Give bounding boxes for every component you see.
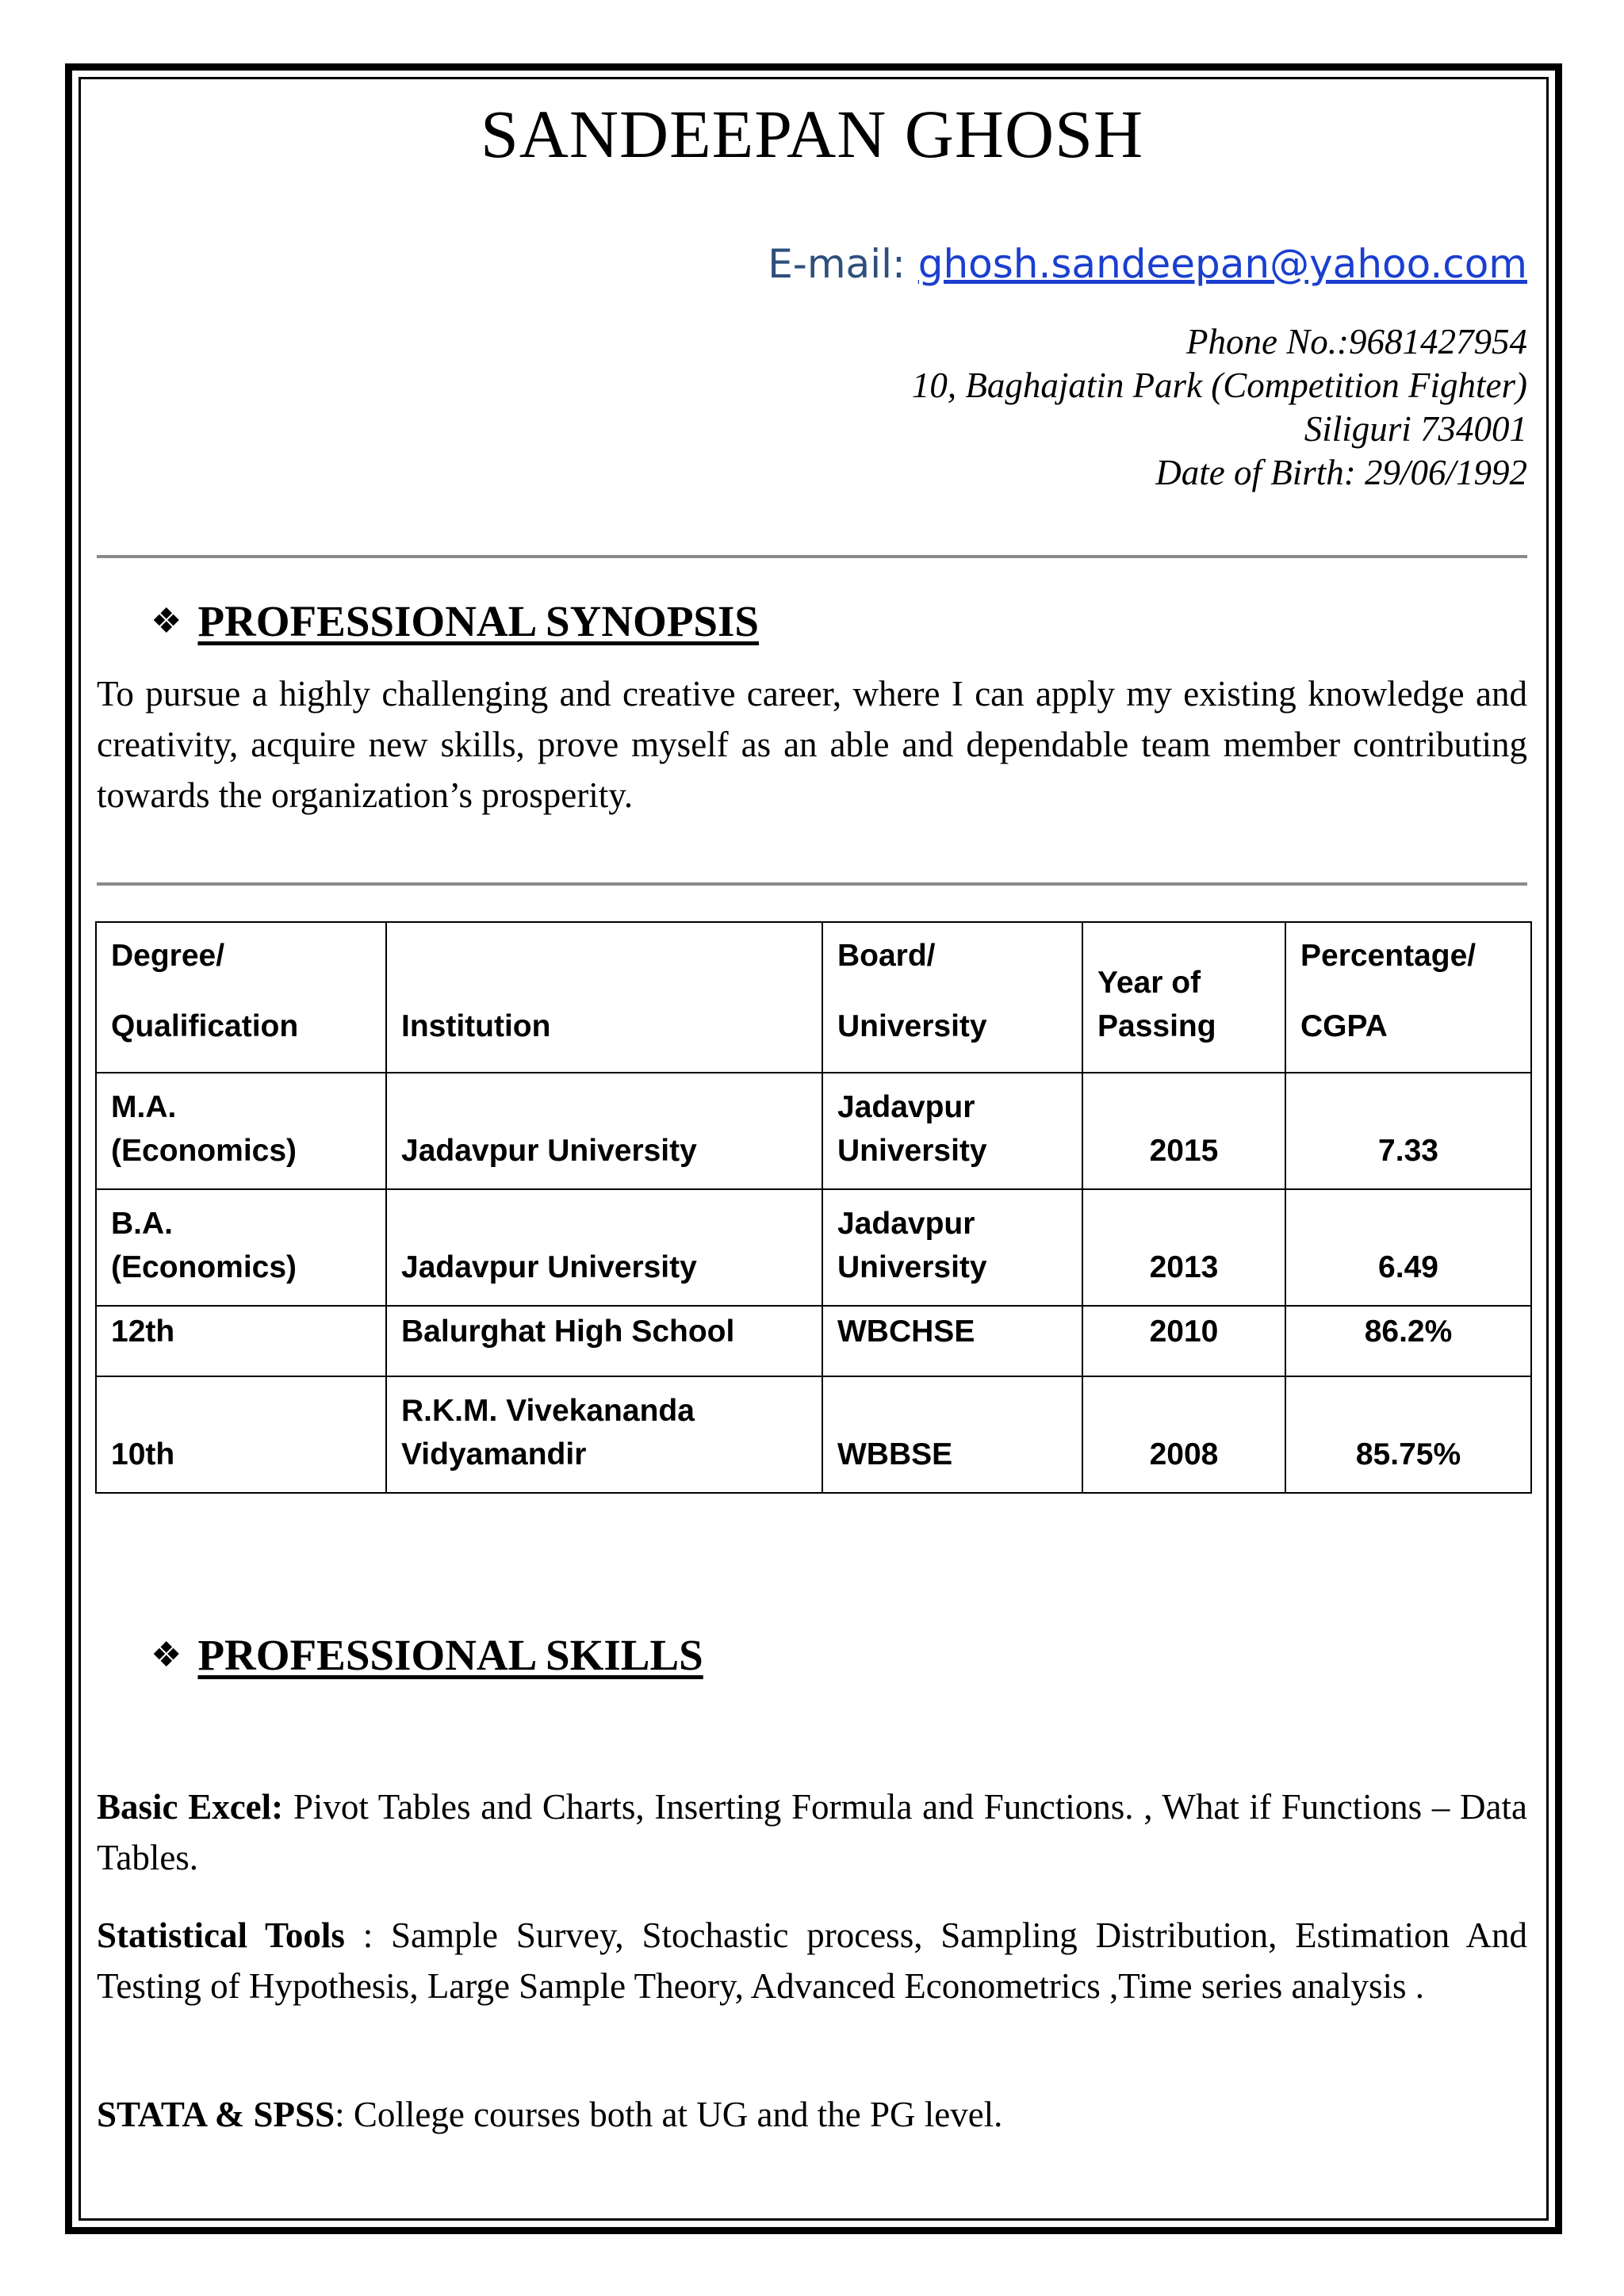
- date-of-birth: Date of Birth: 29/06/1992: [1155, 453, 1527, 492]
- header-percentage: Percentage/ CGPA: [1285, 922, 1531, 1073]
- candidate-name: SANDEEPAN GHOSH: [480, 96, 1144, 172]
- cell-degree: M.A. (Economics): [96, 1073, 386, 1189]
- table-row: [96, 1189, 1531, 1306]
- header-board: Board/ University: [822, 922, 1082, 1073]
- skill-text: : Sample Survey, Stochastic process, Sampling Distribution, Estimation And Testing of Hypothesis, Large Sample Theory, Advanced Econometrics ,Time series analysis .: [97, 1915, 1528, 2006]
- table-row: [96, 1376, 1531, 1493]
- skills-heading: [151, 1633, 703, 1677]
- cell-institution: R.K.M. Vivekananda Vidyamandir: [386, 1376, 822, 1493]
- skill-item-stata-spss: [97, 2089, 1527, 2140]
- contact-details: [912, 320, 1527, 495]
- skill-label: STATA & SPSS: [97, 2095, 335, 2134]
- header-year: Year of Passing: [1082, 922, 1285, 1073]
- cell-score: 85.75%: [1285, 1376, 1531, 1493]
- diamond-bullet-icon: ❖: [151, 1635, 182, 1674]
- email-link[interactable]: ghosh.sandeepan@yahoo.com: [917, 241, 1527, 287]
- skill-text: Pivot Tables and Charts, Inserting Formula and Functions. , What if Functions – Data Tables.: [97, 1787, 1528, 1877]
- cell-year: 2008: [1082, 1376, 1285, 1493]
- email-label: E-mail:: [768, 241, 906, 287]
- skill-item-statistics: [97, 1910, 1527, 2011]
- cell-score: 6.49: [1285, 1189, 1531, 1306]
- cell-board: Jadavpur University: [822, 1073, 1082, 1189]
- skills-heading-text: PROFESSIONAL SKILLS: [197, 1631, 703, 1679]
- cell-institution: Balurghat High School: [386, 1306, 822, 1376]
- diamond-bullet-icon: ❖: [151, 601, 182, 641]
- cell-year: 2013: [1082, 1189, 1285, 1306]
- divider-2: [97, 882, 1527, 886]
- divider-1: [97, 555, 1527, 558]
- skill-label: Statistical Tools: [97, 1915, 345, 1955]
- cell-board: WBCHSE: [822, 1306, 1082, 1376]
- cell-year: 2015: [1082, 1073, 1285, 1189]
- cell-board: Jadavpur University: [822, 1189, 1082, 1306]
- cell-degree: 12th: [96, 1306, 386, 1376]
- header-degree: Degree/ Qualification: [96, 922, 386, 1073]
- cell-degree: 10th: [96, 1376, 386, 1493]
- education-table: [95, 921, 1532, 1494]
- table-header-row: [96, 922, 1531, 1073]
- cell-year: 2010: [1082, 1306, 1285, 1376]
- cell-degree: B.A. (Economics): [96, 1189, 386, 1306]
- address-line-2: Siliguri 734001: [1304, 409, 1527, 449]
- table-row: [96, 1073, 1531, 1189]
- skill-label: Basic Excel:: [97, 1787, 284, 1827]
- header-institution: Institution: [386, 922, 822, 1073]
- cell-institution: Jadavpur University: [386, 1073, 822, 1189]
- cell-score: 86.2%: [1285, 1306, 1531, 1376]
- skill-text: : College courses both at UG and the PG level.: [335, 2095, 1003, 2134]
- skill-item-excel: [97, 1781, 1527, 1883]
- cell-board: WBBSE: [822, 1376, 1082, 1493]
- address-line-1: 10, Baghajatin Park (Competition Fighter): [911, 365, 1527, 405]
- table-row: [96, 1306, 1531, 1376]
- synopsis-text: To pursue a highly challenging and creative career, where I can apply my existing knowledge and creativity, acquire new skills, prove myself as an able and dependable team member contributing towards the organization’s prosperity.: [97, 674, 1527, 815]
- synopsis-heading: [151, 599, 759, 643]
- synopsis-heading-text: PROFESSIONAL SYNOPSIS: [197, 597, 760, 645]
- cell-score: 7.33: [1285, 1073, 1531, 1189]
- phone-number: Phone No.:9681427954: [1186, 322, 1527, 362]
- cell-institution: Jadavpur University: [386, 1189, 822, 1306]
- email-line: [768, 241, 1527, 287]
